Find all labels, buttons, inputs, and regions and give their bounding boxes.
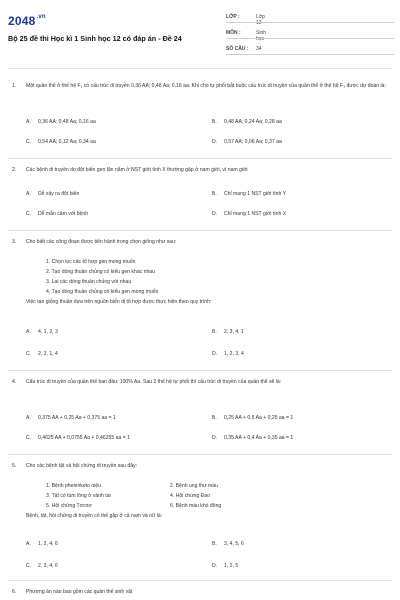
question-1 [12,82,392,145]
meta-key: LỚP : [226,14,240,20]
option-label: D. [212,139,218,145]
option-d[interactable] [212,138,282,146]
option-b[interactable] [212,118,282,126]
question-number: 1. [12,83,17,89]
question-stem: Một quần thể ở thế hệ F₁ có cấu trúc di truyền 0,36 AA; 0,48 Aa; 0,16 aa. Khi cho tự phối bắt buộc cấu trúc di truyền của quần thể ở thế hệ F₃ được dự đoán là: [26,83,386,89]
list-item: 1. Bệnh pheninketo niệu [46,483,101,489]
question-number: 3. [12,239,17,245]
option-text: 0,375 AA + 0,25 Aa + 0,375 aa = 1 [38,415,116,421]
option-label: C. [26,563,32,569]
option-b[interactable] [212,190,286,198]
question-4 [12,378,392,442]
question-3 [12,238,392,358]
list-item: 4. Tạo dòng thuần chủng có kiểu gen mong muốn [46,289,159,295]
meta-key: SỐ CÂU : [226,46,249,52]
option-text: 0,57 AA; 0,06 Aa; 0,37 aa [224,139,282,145]
question-stem: Cho các bệnh tật và hội chứng di truyền sau đây: [26,463,138,469]
option-d[interactable] [212,434,293,442]
option-label: A. [26,191,31,197]
option-label: A. [26,119,31,125]
meta-value: Sinh học [256,30,267,42]
page-header [0,0,400,62]
option-label: B. [212,415,217,421]
option-text: 0,54 AA; 0,12 Aa; 0,34 aa [38,139,96,145]
option-text: 2, 3, 4, 6 [38,563,58,569]
question-5 [12,462,392,574]
option-label: B. [212,119,217,125]
question-number: 6. [12,589,17,595]
option-text: 2, 3, 4, 1 [224,329,244,335]
option-label: C. [26,139,32,145]
header-divider [8,68,392,69]
list-item: 5. Hội chứng Tơcnơ [46,503,92,509]
option-text: Chỉ mang 1 NST giới tính Y [224,191,287,197]
option-d[interactable] [212,350,244,358]
option-b[interactable] [212,540,244,548]
option-text: Dễ mẫn cảm với bệnh [38,211,89,217]
meta-underline [226,22,394,23]
option-label: A. [26,415,31,421]
logo-suffix: .vn [36,14,46,20]
option-a[interactable] [26,118,96,126]
list-item: 1. Chọn lọc các tổ hợp gen mong muốn [46,259,136,265]
option-text: 2, 3, 1, 4 [38,351,58,357]
option-a[interactable] [26,328,58,336]
option-b[interactable] [212,328,244,336]
question-divider [8,454,392,455]
question-number: 5. [12,463,17,469]
option-text: 0,4625 AA + 0,0755 Aa + 0,46255 aa = 1 [38,435,130,441]
option-c[interactable] [26,210,88,218]
option-label: D. [212,351,218,357]
option-label: D. [212,435,218,441]
option-label: C. [26,211,32,217]
list-item: 6. Bệnh máu khó đông [170,503,222,509]
option-label: C. [26,435,32,441]
option-label: A. [26,541,31,547]
question-divider [8,158,392,159]
option-a[interactable] [26,540,58,548]
option-text: 0,25 AA + 0,5 Aa + 0,25 aa = 1 [224,415,294,421]
question-divider [8,230,392,231]
option-c[interactable] [26,350,58,358]
meta-value: 34 [256,46,262,52]
option-text: 1, 2, 3, 4 [224,351,244,357]
option-text: 0,35 AA + 0,4 Aa + 0,35 aa = 1 [224,435,294,441]
question-2 [12,166,392,218]
option-c[interactable] [26,434,130,442]
document-title: Bộ 25 đề thi Học kì 1 Sinh học 12 có đáp án - Đề 24 [8,34,182,43]
option-label: C. [26,351,32,357]
option-a[interactable] [26,190,79,198]
option-label: D. [212,211,218,217]
option-text: Chỉ mang 1 NST giới tính X [224,211,287,217]
list-item: 3. Tật có túm lông ở vành tai [46,493,111,499]
meta-key: MÔN : [226,30,241,36]
option-label: A. [26,329,31,335]
question-divider [8,370,392,371]
logo-text: 2048 [8,14,36,28]
option-text: 0,48 AA; 0,24 Aa; 0,28 aa [224,119,282,125]
option-label: D. [212,563,218,569]
option-a[interactable] [26,414,116,422]
option-c[interactable] [26,562,58,570]
question-stem: Phương án nào bao gồm các quần thể sinh vật [26,589,133,595]
list-item: 2. Tạo dòng thuần chủng có kiểu gen khác nhau [46,269,155,275]
site-logo[interactable] [8,14,46,28]
option-text: 4, 1, 2, 3 [38,329,58,335]
option-text: 1, 2, 5 [224,563,239,569]
list-item: 3. Lai các dòng thuần chủng với nhau [46,279,132,285]
option-text: 0,36 AA; 0,48 Aa; 0,16 aa [38,119,96,125]
question-number: 4. [12,379,17,385]
option-d[interactable] [212,562,238,570]
question-number: 2. [12,167,17,173]
option-label: B. [212,541,217,547]
option-text: 3, 4, 5, 6 [224,541,244,547]
meta-underline [226,54,394,55]
meta-underline [226,38,394,39]
question-tail: Việc tạo giống thuần dựa trên nguồn biến dị tổ hợp được thực hiện theo quy trình: [26,299,212,305]
question-tail: Bệnh, tật, hội chứng di truyền có thể gặp ở cả nam và nữ là: [26,513,163,519]
list-item: 2. Bệnh ung thư máu [170,483,218,489]
question-6 [12,588,392,598]
option-label: B. [212,191,217,197]
option-d[interactable] [212,210,286,218]
question-divider [8,580,392,581]
option-text: 1, 2, 4, 6 [38,541,58,547]
question-stem: Các bệnh di truyền do đột biến gen lặn nằm ở NST giới tính X thường gặp ở nam giới, vì nam giới [26,167,248,173]
option-text: Dễ xảy ra đột biến [38,191,80,197]
option-c[interactable] [26,138,96,146]
question-stem: Cấu trúc di truyền của quần thể ban đầu: 100% Aa. Sau 2 thế hệ tự phối thì cấu trúc di truyền của quần thể sẽ là: [26,379,282,385]
meta-value: Lớp 12 [256,14,265,26]
option-label: B. [212,329,217,335]
option-b[interactable] [212,414,293,422]
question-stem: Cho biết các công đoạn được tiến hành trong chọn giống như sau: [26,239,177,245]
list-item: 4. Hội chứng Đao [170,493,210,499]
